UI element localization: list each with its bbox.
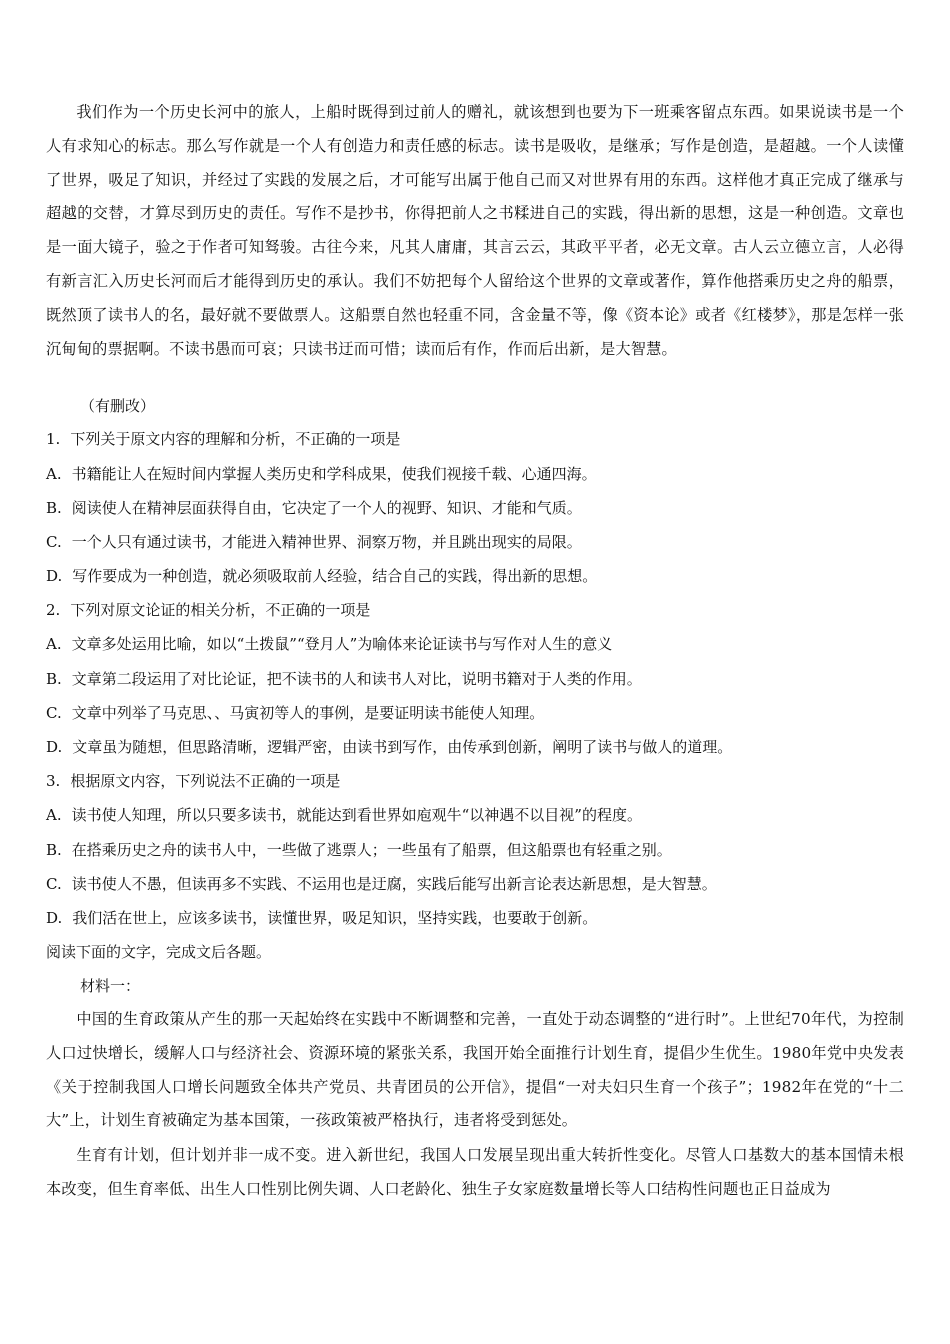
question-number: 1.: [46, 430, 61, 448]
material-paragraph: 中国的生育政策从产生的那一天起始终在实践中不断调整和完善，一直处于动态调整的“进行时”。上世纪70年代，为控制人口过快增长，缓解人口与经济社会、资源环境的紧张关系，我国开始全面推行计划生育，提倡少生优生。1980年党中央发表《关于控制我国人口增长问题致全体共产党员、共青团员的公开信》，提倡“一对夫妇只生育一个孩子”；1982年在党的“十二大”上，计划生育被确定为基本国策，一孩政策被严格执行，违者将受到惩处。: [46, 1010, 904, 1130]
option-item: [46, 632, 904, 656]
passage-paragraph: 我们作为一个历史长河中的旅人，上船时既得到过前人的赠礼，就该想到也要为下一班乘客留点东西。如果说读书是一个人有求知心的标志。那么写作就是一个人有创造力和责任感的标志。读书是吸收，是继承；写作是创造，是超越。一个人读懂了世界，吸足了知识，并经过了实践的发展之后，才可能写出属于他自己而又对世界有用的东西。这样他才真正完成了继承与超越的交替，才算尽到历史的责任。写作不是抄书，你得把前人之书糅进自己的实践，得出新的思想，这是一种创造。文章也是一面大镜子，验之于作者可知驽骏。古往今来，凡其人庸庸，其言云云，其政平平者，必无文章。古人云立德立言，人必得有新言汇入历史长河而后才能得到历史的承认。我们不妨把每个人留给这个世界的文章或著作，算作他搭乘历史之舟的船票，既然顶了读书人的名，最好就不要做票人。这船票自然也轻重不同，含金量不等，像《资本论》或者《红楼梦》，那是怎样一张沉甸甸的票据啊。不读书愚而可哀；只读书迂而可惜；读而后有作，作而后出新，是大智慧。: [46, 103, 904, 358]
option-item: [46, 462, 904, 486]
option-letter: A.: [46, 465, 62, 483]
option-text: 阅读使人在精神层面获得自由，它决定了一个人的视野、知识、才能和气质。: [71, 499, 582, 517]
option-text: 文章中列举了马克思、、马寅初等人的事例，是要证明读书能使人知理。: [71, 704, 545, 722]
question-stem: [46, 427, 904, 451]
option-item: [46, 838, 904, 862]
question-number: 2.: [46, 601, 61, 619]
question-number: 3.: [46, 772, 61, 790]
option-text: 写作要成为一种创造，就必须吸取前人经验，结合自己的实践，得出新的思想。: [72, 567, 598, 585]
option-letter: B.: [46, 499, 62, 517]
option-letter: B.: [46, 670, 62, 688]
option-item: [46, 735, 904, 759]
option-letter: A.: [46, 635, 62, 653]
option-letter: C.: [46, 533, 62, 551]
option-item: [46, 530, 904, 554]
option-text: 文章虽为随想，但思路清晰，逻辑严密，由读书到写作，由传承到创新，阐明了读书与做人的道理。: [72, 738, 733, 756]
option-text: 读书使人不愚，但读再多不实践、不运用也是迂腐，实践后能写出新言论表达新思想，是大智慧。: [71, 875, 717, 893]
question-text: 下列对原文论证的相关分析，不正确的一项是: [70, 601, 371, 619]
material-paragraph: 生育有计划，但计划并非一成不变。进入新世纪，我国人口发展呈现出重大转折性变化。尽管人口基数大的基本国情未根本改变，但生育率低、出生人口性别比例失调、人口老龄化、独生子女家庭数量增长等人口结构性问题也正日益成为: [46, 1146, 904, 1198]
question-stem: [46, 598, 904, 622]
option-item: [46, 496, 904, 520]
option-text: 在搭乘历史之舟的读书人中，一些做了逃票人；一些虽有了船票，但这船票也有轻重之别。: [71, 841, 672, 859]
option-letter: C.: [46, 875, 62, 893]
option-text: 读书使人知理，所以只要多读书，就能达到看世界如庖观牛“以神遇不以目视”的程度。: [71, 806, 642, 824]
question-text: 根据原文内容，下列说法不正确的一项是: [70, 772, 341, 790]
option-letter: D.: [46, 567, 63, 585]
question-text: 下列关于原文内容的理解和分析，不正确的一项是: [70, 430, 401, 448]
option-text: 文章多处运用比喻，如以“土拨鼠”“登月人”为喻体来论证读书与写作对人生的意义: [71, 635, 613, 653]
option-item: [46, 803, 904, 827]
option-text: 我们活在世上，应该多读书，读懂世界，吸足知识，坚持实践，也要敢于创新。: [72, 909, 598, 927]
material-label: 材料一：: [80, 977, 141, 995]
option-letter: A.: [46, 806, 62, 824]
option-text: 书籍能让人在短时间内掌握人类历史和学科成果，使我们视接千载、心通四海。: [71, 465, 597, 483]
option-item: [46, 906, 904, 930]
option-text: 文章第二段运用了对比论证，把不读书的人和读书人对比，说明书籍对于人类的作用。: [71, 670, 642, 688]
option-letter: D.: [46, 738, 63, 756]
source-note: （有删改）: [80, 397, 156, 415]
option-letter: B.: [46, 841, 62, 859]
option-item: [46, 564, 904, 588]
option-item: [46, 701, 904, 725]
reading-instruction: 阅读下面的文字，完成文后各题。: [46, 943, 272, 961]
option-text: 一个人只有通过读书，才能进入精神世界、洞察万物，并且跳出现实的局限。: [71, 533, 582, 551]
option-item: [46, 667, 904, 691]
option-letter: D.: [46, 909, 63, 927]
question-stem: [46, 769, 904, 793]
option-item: [46, 872, 904, 896]
option-letter: C.: [46, 704, 62, 722]
